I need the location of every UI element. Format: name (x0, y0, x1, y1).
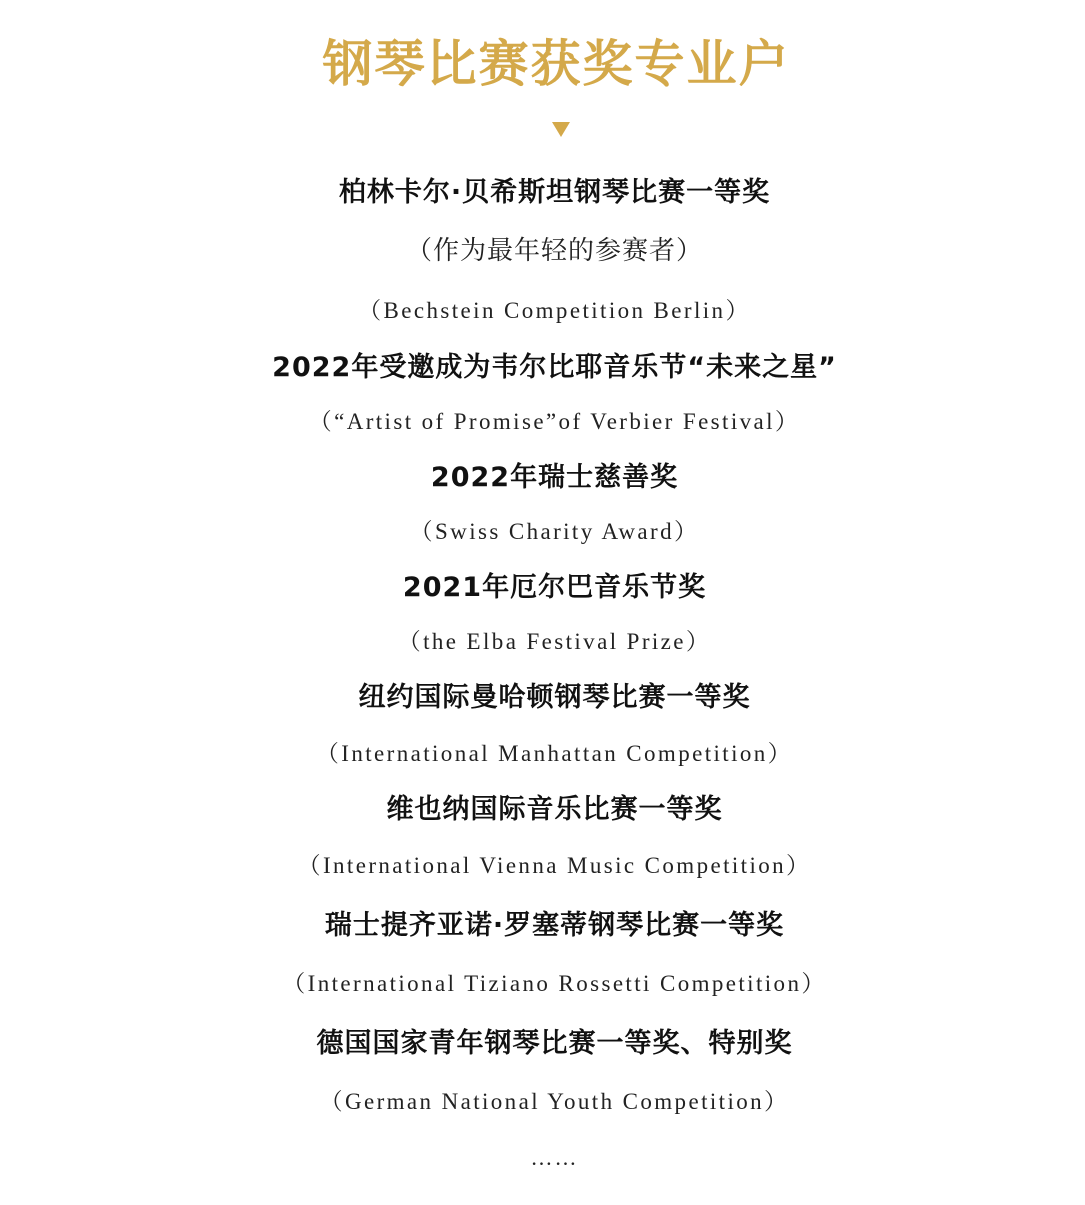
award-english: （Swiss Charity Award） (409, 519, 700, 544)
award-title: 2022年受邀成为韦尔比耶音乐节“未来之星” (272, 352, 837, 383)
award-english: （the Elba Festival Prize） (397, 629, 712, 654)
award-english: （International Manhattan Competition） (315, 741, 794, 766)
award-title: 维也纳国际音乐比赛一等奖 (386, 794, 723, 825)
award-english: （German National Youth Competition） (319, 1089, 790, 1114)
triangle-down-icon (552, 122, 570, 137)
award-english: （“Artist of Promise”of Verbier Festival） (308, 409, 801, 434)
award-english: （Bechstein Competition Berlin） (358, 298, 751, 323)
page-title: 钢琴比赛获奖专业户 (322, 35, 791, 93)
award-title: 瑞士提齐亚诺·罗塞蒂钢琴比赛一等奖 (324, 910, 785, 941)
award-english: （International Vienna Music Competition） (297, 853, 812, 878)
award-title: 纽约国际曼哈顿钢琴比赛一等奖 (358, 682, 751, 713)
award-title: 2021年厄尔巴音乐节奖 (402, 572, 707, 603)
award-note: （作为最年轻的参赛者） (405, 236, 703, 266)
award-title: 柏林卡尔·贝希斯坦钢琴比赛一等奖 (338, 177, 771, 208)
ellipsis: …… (530, 1145, 579, 1170)
award-title: 2022年瑞士慈善奖 (430, 462, 679, 493)
award-title: 德国国家青年钢琴比赛一等奖、特别奖 (316, 1028, 793, 1059)
award-english: （International Tiziano Rossetti Competition） (282, 971, 827, 996)
